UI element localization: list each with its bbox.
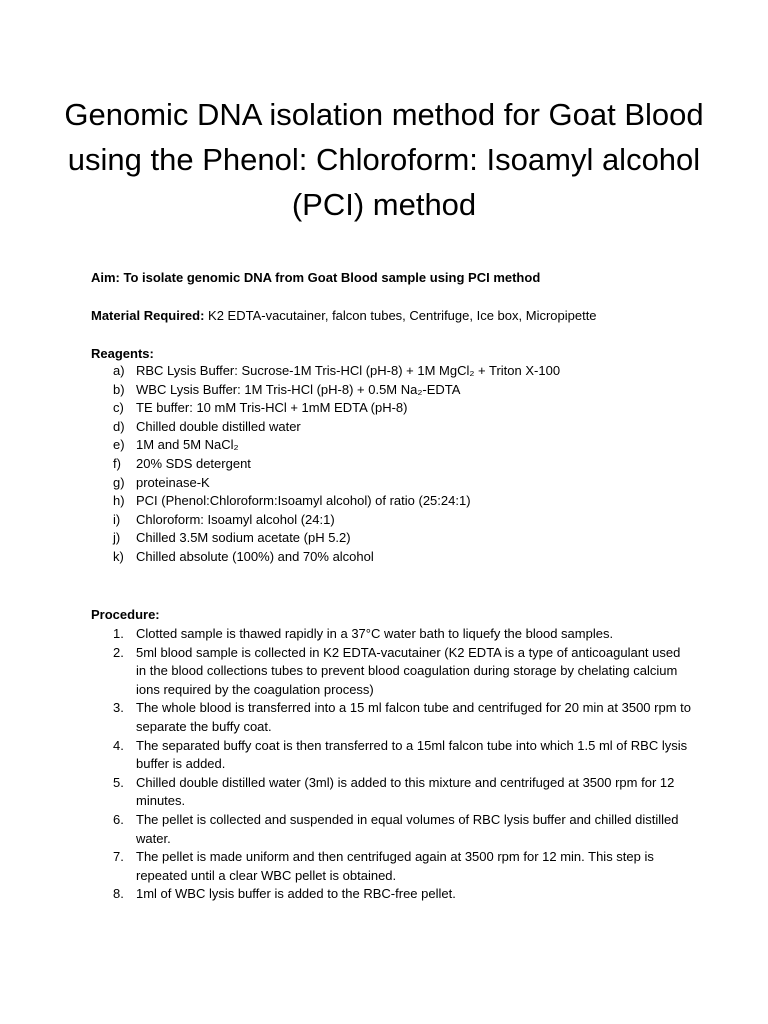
list-marker: 8.: [113, 886, 124, 902]
list-item: [91, 474, 691, 493]
list-item-text: The whole blood is transferred into a 15 ml falcon tube and centrifuged for 20 min at 3500 rpm to separate the buffy coat.: [136, 700, 691, 734]
material-required: [91, 306, 711, 325]
list-marker: 1.: [113, 626, 124, 641]
list-item: [91, 774, 691, 811]
list-item-text: Chilled double distilled water (3ml) is added to this mixture and centrifuged at 3500 rpm for 12 minutes.: [136, 774, 675, 809]
list-item: [91, 455, 691, 474]
material-text: K2 EDTA-vacutainer, falcon tubes, Centrifuge, Ice box, Micropipette: [204, 308, 597, 323]
list-item: [91, 418, 691, 437]
list-item-text: 1ml of WBC lysis buffer is added to the RBC-free pellet.: [136, 886, 456, 902]
list-marker: k): [113, 548, 124, 564]
list-item-text: 20% SDS detergent: [136, 455, 251, 471]
list-item-text: Clotted sample is thawed rapidly in a 37°C water bath to liquefy the blood samples.: [136, 626, 614, 641]
list-item-text: 1M and 5M NaCl₂: [136, 437, 239, 453]
list-marker: b): [113, 381, 125, 397]
list-marker: 3.: [113, 700, 124, 716]
list-item: [91, 885, 691, 904]
procedure-list: [91, 625, 691, 904]
document-title: Genomic DNA isolation method for Goat Blood using the Phenol: Chloroform: Isoamyl alcohol (PCI) method: [64, 97, 704, 222]
list-item: [91, 436, 691, 455]
list-item: [91, 511, 691, 530]
reagents-list: [91, 362, 691, 567]
procedure-heading: Procedure:: [91, 607, 160, 622]
list-marker: 6.: [113, 811, 124, 827]
list-marker: h): [113, 493, 125, 509]
list-item: [91, 737, 691, 774]
list-item-text: 5ml blood sample is collected in K2 EDTA-vacutainer (K2 EDTA is a type of anticoagulant used in the blood collections tubes to prevent blood coagulation during storage by chelating calcium ions required by the coagulation process): [136, 644, 681, 697]
list-item: [91, 811, 691, 848]
material-label: Material Required:: [91, 308, 205, 323]
list-item-text: PCI (Phenol:Chloroform:Isoamyl alcohol) of ratio (25:24:1): [136, 493, 471, 509]
list-item-text: WBC Lysis Buffer: 1M Tris-HCl (pH-8) + 0.5M Na₂-EDTA: [136, 381, 461, 397]
list-item: [91, 699, 691, 736]
list-marker: 4.: [113, 737, 124, 753]
list-marker: g): [113, 474, 125, 490]
list-marker: c): [113, 400, 124, 416]
list-item-text: Chloroform: Isoamyl alcohol (24:1): [136, 511, 335, 527]
list-marker: 5.: [113, 774, 124, 790]
list-item: [91, 362, 691, 381]
list-item: [91, 399, 691, 418]
list-marker: e): [113, 437, 125, 453]
list-item-text: Chilled double distilled water: [136, 418, 301, 434]
list-marker: d): [113, 418, 125, 434]
list-item: [91, 381, 691, 400]
list-item-text: Chilled 3.5M sodium acetate (pH 5.2): [136, 530, 351, 546]
list-marker: 2.: [113, 644, 124, 660]
list-item: [91, 644, 691, 700]
list-item: [91, 529, 691, 548]
list-item-text: The pellet is collected and suspended in equal volumes of RBC lysis buffer and chilled distilled water.: [136, 811, 679, 846]
list-item: [91, 492, 691, 511]
list-item-text: The pellet is made uniform and then centrifuged again at 3500 rpm for 12 min. This step is repeated until a clear WBC pellet is obtained.: [136, 849, 654, 883]
list-item: [91, 548, 691, 567]
list-item: [91, 625, 691, 644]
list-marker: a): [113, 363, 125, 378]
list-item: [91, 848, 691, 885]
list-item-text: RBC Lysis Buffer: Sucrose-1M Tris-HCl (pH-8) + 1M MgCl₂ + Triton X-100: [136, 363, 561, 378]
list-item-text: proteinase-K: [136, 474, 210, 490]
list-item-text: The separated buffy coat is then transferred to a 15ml falcon tube into which 1.5 ml of RBC lysis buffer is added.: [136, 737, 688, 772]
list-marker: i): [113, 511, 121, 527]
list-marker: f): [113, 455, 121, 471]
list-marker: j): [113, 530, 121, 546]
list-marker: 7.: [113, 849, 124, 865]
list-item-text: TE buffer: 10 mM Tris-HCl + 1mM EDTA (pH-8): [136, 400, 408, 416]
reagents-heading: Reagents:: [91, 346, 154, 361]
aim-statement: Aim: To isolate genomic DNA from Goat Blood sample using PCI method: [91, 270, 541, 285]
list-item-text: Chilled absolute (100%) and 70% alcohol: [136, 548, 374, 564]
